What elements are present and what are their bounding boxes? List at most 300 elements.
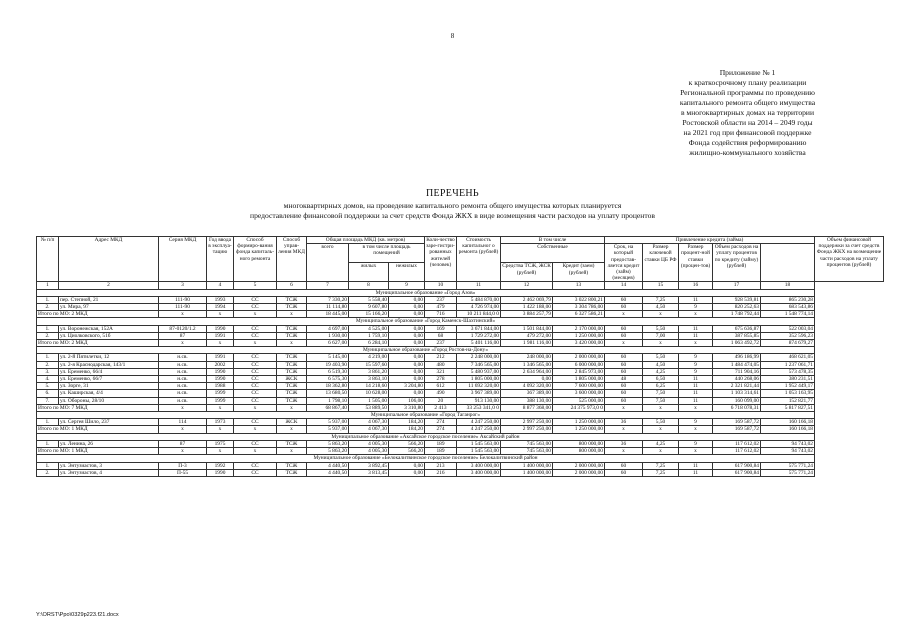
- table-cell: 566,20: [389, 440, 425, 447]
- header-own-funds: Средства ТСЖ, ЖСК (рублей): [501, 263, 553, 282]
- table-cell: 0,00: [389, 296, 425, 303]
- table-body: [37, 282, 884, 476]
- total-cell: х: [643, 448, 679, 455]
- table-row: [37, 390, 884, 397]
- table-cell: 1 053 163,95: [761, 390, 815, 397]
- table-cell: 6,50: [643, 376, 679, 383]
- total-cell: 4 005,30: [349, 448, 389, 455]
- table-cell: 0,00: [389, 332, 425, 339]
- document-subtitle: [0, 201, 905, 221]
- table-cell: 2 000 000,00: [553, 354, 605, 361]
- header-residents: Коли-чество заре-гистри-рованных жителей (человек): [425, 237, 457, 282]
- total-cell: х: [605, 404, 643, 411]
- table-cell: 3 022 800,21: [553, 296, 605, 303]
- table-cell: 68: [425, 332, 457, 339]
- total-cell: 5 937,00: [307, 426, 349, 433]
- header-area-nonliving: нежилых: [389, 263, 425, 282]
- table-cell: 4 440,50: [307, 469, 349, 476]
- table-cell: 11: [679, 390, 713, 397]
- table-cell: 0,00: [501, 376, 553, 383]
- column-number: 4: [207, 282, 234, 289]
- municipality-name: Муниципальное образование «Город Ростов-на-Дону»: [37, 347, 815, 354]
- table-cell: 60: [605, 332, 643, 339]
- table-cell: ул. Ленина, 26: [59, 440, 159, 447]
- table-cell: ТСЖ: [277, 361, 307, 368]
- total-cell: 3 310,80: [389, 404, 425, 411]
- appendix-line: Фонда содействия реформированию: [688, 138, 807, 147]
- table-cell: ЖСК: [277, 376, 307, 383]
- table-cell: 5.: [37, 383, 59, 390]
- appendix-line: в многоквартирных домах на территории: [680, 108, 815, 117]
- total-cell: 800 000,00: [553, 448, 605, 455]
- table-cell: 9: [679, 361, 713, 368]
- table-cell: 3 861,20: [349, 368, 389, 375]
- table-cell: 1990: [207, 368, 234, 375]
- total-cell: х: [159, 448, 207, 455]
- total-cell: х: [605, 426, 643, 433]
- table-cell: 352 596,23: [761, 332, 815, 339]
- table-cell: ул. Воронежская, 152А: [59, 325, 159, 332]
- table-cell: ЖСК: [277, 419, 307, 426]
- table-cell: 94 743,02: [761, 440, 815, 447]
- total-cell: 2 413: [425, 404, 457, 411]
- table-cell: 3 600 000,00: [553, 390, 605, 397]
- table-cell: 7 330,20: [307, 296, 349, 303]
- table-cell: 2 462 069,79: [501, 296, 553, 303]
- header-credit: Привлечение кредита (займа): [605, 237, 815, 244]
- table-cell: 2.: [37, 304, 59, 311]
- total-cell: 716: [425, 311, 457, 318]
- column-number: 14: [605, 282, 643, 289]
- table-cell: 4 525,00: [349, 325, 389, 332]
- column-number: 10: [425, 282, 457, 289]
- total-cell: 1 250 000,00: [553, 426, 605, 433]
- total-cell: 5 817 827,51: [761, 404, 815, 411]
- column-number: 9: [389, 282, 425, 289]
- table-cell: 1 237 061,71: [761, 361, 815, 368]
- table-cell: 2.: [37, 469, 59, 476]
- subtitle-line: предоставление финансовой поддержки за счет средств Фонда ЖКХ в виде возмещения части расходов на уплату процентов: [250, 211, 655, 220]
- table-cell: П-3: [159, 462, 207, 469]
- column-number: 16: [679, 282, 713, 289]
- table-cell: 367 389,00: [501, 390, 553, 397]
- total-row: [37, 340, 884, 347]
- column-number: 5: [234, 282, 277, 289]
- table-cell: 1 798,10: [307, 397, 349, 404]
- municipality-name: Муниципальное образование «Город Каменск-Шахтинский»: [37, 318, 815, 325]
- table-row: [37, 354, 884, 361]
- total-cell: х: [159, 340, 207, 347]
- total-cell: 10 211 844,0 0: [457, 311, 501, 318]
- header-support: Объем финансовой поддержки за счет средств Фонда ЖКХ на возмещение части расходов на уплату процентов (рублей): [815, 237, 884, 282]
- total-cell: 184,20: [389, 426, 425, 433]
- table-cell: 0,00: [389, 368, 425, 375]
- total-cell: 2 997 250,00: [501, 426, 553, 433]
- total-cell: х: [679, 448, 713, 455]
- header-address: Адрес МКД: [59, 237, 159, 282]
- table-cell: 5 937,00: [307, 419, 349, 426]
- table-cell: н.св.: [159, 361, 207, 368]
- table-cell: 2.: [37, 361, 59, 368]
- total-cell: х: [605, 311, 643, 318]
- column-number: 1: [37, 282, 59, 289]
- table-cell: 1 805 000,00: [457, 376, 501, 383]
- total-cell: х: [207, 404, 234, 411]
- column-number: 11: [457, 282, 501, 289]
- municipality-name: Муниципальное образование «Аксайское городское поселение» Аксайский район: [37, 433, 815, 440]
- table-cell: 7 600 000,00: [553, 383, 605, 390]
- section-header-row: [37, 347, 884, 354]
- table-cell: 6 519,30: [307, 368, 349, 375]
- table-cell: 0,00: [389, 361, 425, 368]
- table-cell: 87-0120/1.2: [159, 325, 207, 332]
- total-cell: х: [643, 340, 679, 347]
- table-cell: 1 805 000,00: [553, 376, 605, 383]
- total-cell: х: [643, 311, 679, 318]
- table-cell: ул. Каширская, 4/4: [59, 390, 159, 397]
- table-cell: 3.: [37, 368, 59, 375]
- table-cell: 0,00: [389, 376, 425, 383]
- table-cell: 0,00: [389, 354, 425, 361]
- table-cell: 800 000,00: [553, 440, 605, 447]
- total-cell: х: [159, 311, 207, 318]
- table-cell: 1991: [207, 332, 234, 339]
- table-cell: 2 000 000,00: [553, 469, 605, 476]
- table-cell: 5 558,40: [349, 296, 389, 303]
- total-cell: 237: [425, 340, 457, 347]
- table-cell: 11: [679, 462, 713, 469]
- table-cell: 4 092 320,00: [501, 383, 553, 390]
- total-cell: 24 375 973,0 0: [553, 404, 605, 411]
- total-cell: 4 247 250,00: [457, 426, 501, 433]
- table-cell: 479 272,00: [501, 332, 553, 339]
- table-cell: 1 729 272,00: [457, 332, 501, 339]
- table-row: [37, 462, 884, 469]
- column-number: 8: [349, 282, 389, 289]
- column-number: 6: [277, 282, 307, 289]
- table-cell: н.св.: [159, 354, 207, 361]
- total-cell: 94 743,02: [761, 448, 815, 455]
- table-cell: 10 628,00: [349, 390, 389, 397]
- header-area-incl: в том числе площадь помещений: [349, 244, 425, 263]
- table-cell: 111-90: [159, 304, 207, 311]
- table-cell: 1.: [37, 440, 59, 447]
- total-cell: 53 889,50: [349, 404, 389, 411]
- table-cell: 114: [159, 419, 207, 426]
- table-cell: 11 692 320,00: [457, 383, 501, 390]
- table-cell: 13 680,50: [307, 390, 349, 397]
- total-cell: 1 981 116,00: [501, 340, 553, 347]
- table-cell: 617 900,84: [713, 462, 761, 469]
- table-cell: н.св.: [159, 390, 207, 397]
- table-cell: 7,25: [643, 296, 679, 303]
- table-cell: 913 130,00: [457, 397, 501, 404]
- table-cell: ул. Энтузиастов, 4: [59, 469, 159, 476]
- total-cell: 6 718 078,31: [713, 404, 761, 411]
- table-cell: 1999: [207, 390, 234, 397]
- total-cell: 6 327 586,21: [553, 311, 605, 318]
- section-header-row: [37, 455, 884, 462]
- table-cell: 60: [605, 462, 643, 469]
- appendix-line: капитального ремонта общего имущества: [679, 98, 816, 107]
- table-cell: 479: [425, 304, 457, 311]
- total-cell: х: [277, 426, 307, 433]
- total-cell: 8 877 368,00: [501, 404, 553, 411]
- table-cell: 4,25: [643, 368, 679, 375]
- header-fund-method: Способ формиро-вания фонда капиталь-ного ремонта: [234, 237, 277, 282]
- total-cell: х: [679, 404, 713, 411]
- table-cell: 6,25: [643, 383, 679, 390]
- section-header-row: [37, 318, 884, 325]
- total-cell: 1 748 792,44: [713, 311, 761, 318]
- table-cell: 575 771,24: [761, 462, 815, 469]
- table-cell: 60: [605, 368, 643, 375]
- table-cell: 321: [425, 368, 457, 375]
- table-cell: СС: [234, 361, 277, 368]
- total-row: [37, 426, 884, 433]
- table-cell: 18 362,80: [307, 383, 349, 390]
- table-cell: 4 067,30: [349, 419, 389, 426]
- total-cell: 3 884 257,79: [501, 311, 553, 318]
- table-cell: 4,25: [643, 440, 679, 447]
- table-cell: 865 230,28: [761, 296, 815, 303]
- table-cell: 169 587,72: [713, 419, 761, 426]
- table-cell: 928 539,81: [713, 296, 761, 303]
- table-cell: 11: [679, 383, 713, 390]
- table-cell: 7,50: [643, 390, 679, 397]
- table-cell: 4.: [37, 376, 59, 383]
- table-cell: 2 248 000,00: [457, 354, 501, 361]
- column-number: 18: [761, 282, 815, 289]
- table-cell: ул. 2-я Краснодарская, 143/1: [59, 361, 159, 368]
- total-cell: х: [234, 340, 277, 347]
- table-cell: 0,00: [389, 462, 425, 469]
- table-row: [37, 296, 884, 303]
- header-year: Год ввода в эксплуа-тацию: [207, 237, 234, 282]
- table-cell: 1990: [207, 376, 234, 383]
- table-cell: 7,25: [643, 469, 679, 476]
- total-cell: 18 445,00: [307, 311, 349, 318]
- table-row: [37, 361, 884, 368]
- total-cell: 68 867,40: [307, 404, 349, 411]
- total-cell: х: [207, 311, 234, 318]
- table-cell: 36: [605, 440, 643, 447]
- total-cell: 6 284,10: [349, 340, 389, 347]
- total-label: Итого по МО: 7 МКД: [37, 404, 159, 411]
- column-numbers-row: [37, 282, 884, 289]
- total-cell: х: [277, 340, 307, 347]
- total-cell: 189: [425, 448, 457, 455]
- total-cell: 4 067,30: [349, 426, 389, 433]
- table-cell: 9: [679, 440, 713, 447]
- table-cell: СС: [234, 368, 277, 375]
- header-term: Срок, на который предостав-ляется кредит (займ) (месяцев): [605, 244, 643, 282]
- table-cell: 60: [605, 304, 643, 311]
- table-cell: 60: [605, 383, 643, 390]
- table-cell: 169: [425, 325, 457, 332]
- table-cell: СС: [234, 383, 277, 390]
- table-cell: н.св.: [159, 397, 207, 404]
- column-number: 13: [553, 282, 605, 289]
- table-cell: 1991: [207, 354, 234, 361]
- table-cell: 87: [159, 440, 207, 447]
- table-cell: ТСЖ: [277, 383, 307, 390]
- table-cell: ул. 2-й Пятилетки, 12: [59, 354, 159, 361]
- table-cell: ТСЖ: [277, 304, 307, 311]
- total-cell: 745 563,00: [501, 448, 553, 455]
- header-incl: В том числе: [501, 237, 605, 244]
- table-cell: ул. Энтузиастов, 3: [59, 462, 159, 469]
- table-cell: СС: [234, 376, 277, 383]
- table-cell: 4 697,00: [307, 325, 349, 332]
- table-cell: ТСЖ: [277, 325, 307, 332]
- table-cell: н.св.: [159, 368, 207, 375]
- table-cell: 2 997 250,00: [501, 419, 553, 426]
- total-cell: 566,20: [389, 448, 425, 455]
- appendix-line: Ростовской области на 2014 – 2049 годы: [682, 118, 813, 127]
- table-cell: 0,00: [389, 304, 425, 311]
- header-area-living: жилых: [349, 263, 389, 282]
- table-cell: СС: [234, 419, 277, 426]
- total-cell: 1 545 563,00: [457, 448, 501, 455]
- header-key-rate: Размер ключевой ставки ЦБ РФ: [643, 244, 679, 282]
- table-cell: ТСЖ: [277, 332, 307, 339]
- table-cell: СС: [234, 462, 277, 469]
- table-cell: 3 892,45: [349, 462, 389, 469]
- total-row: [37, 311, 884, 318]
- table-cell: 117 612,02: [713, 440, 761, 447]
- table-cell: СС: [234, 390, 277, 397]
- section-header-row: [37, 433, 884, 440]
- column-number: 7: [307, 282, 349, 289]
- appendix-line: к краткосрочному плану реализации: [688, 78, 807, 87]
- header-rate: Размер процент-ной ставки (процен-тов): [679, 244, 713, 282]
- total-cell: х: [159, 426, 207, 433]
- subtitle-line: многоквартирных домов, на проведение капитального ремонта общего имущества которых планируется: [283, 201, 622, 210]
- table-cell: ул. Обороны, 28/10: [59, 397, 159, 404]
- table-cell: 6 575,30: [307, 376, 349, 383]
- header-credit-amount: Кредит (заем) (рублей): [553, 263, 605, 282]
- table-cell: 4 726 974,00: [457, 304, 501, 311]
- table-row: [37, 397, 884, 404]
- table-cell: 2.: [37, 332, 59, 339]
- table-cell: 60: [605, 354, 643, 361]
- table-cell: СС: [234, 325, 277, 332]
- table-cell: 0,00: [389, 325, 425, 332]
- table-cell: 1975: [207, 440, 234, 447]
- table-cell: 1.: [37, 296, 59, 303]
- total-cell: 5 401 116,00: [457, 340, 501, 347]
- table-cell: ТСЖ: [277, 368, 307, 375]
- table-cell: ул. Мира, 97: [59, 304, 159, 311]
- total-label: Итого по МО: 2 МКД: [37, 340, 159, 347]
- total-cell: 274: [425, 426, 457, 433]
- table-cell: 480: [425, 361, 457, 368]
- total-cell: х: [643, 404, 679, 411]
- table-cell: 189: [425, 440, 457, 447]
- table-cell: 7 346 565,00: [457, 361, 501, 368]
- section-header-row: [37, 289, 884, 296]
- table-cell: 213: [425, 462, 457, 469]
- table-cell: ТСЖ: [277, 397, 307, 404]
- table-cell: СС: [234, 440, 277, 447]
- file-path-footer: Y:\ORST\Ppo\0329p223.f21.docx: [36, 612, 119, 618]
- municipality-name: Муниципальное образование «Белокалитвинское городское поселение» Белокалитвинский район: [37, 455, 815, 462]
- table-cell: 380 231,51: [761, 376, 815, 383]
- header-mgmt: Способ управ-ления МКД: [277, 237, 307, 282]
- table-cell: 11: [679, 397, 713, 404]
- column-number: 2: [59, 282, 159, 289]
- table-cell: 9: [679, 304, 713, 311]
- table-cell: 612: [425, 383, 457, 390]
- table-cell: 745 563,00: [501, 440, 553, 447]
- table-row: [37, 376, 884, 383]
- table-cell: 152 821,77: [761, 397, 815, 404]
- table-cell: 11: [679, 469, 713, 476]
- table-cell: 9 607,80: [349, 304, 389, 311]
- municipality-name: Муниципальное образование «Город Азов»: [37, 289, 815, 296]
- table-cell: н.св.: [159, 383, 207, 390]
- table-cell: 11: [679, 376, 713, 383]
- table-cell: 3 204,80: [389, 383, 425, 390]
- table-cell: 1 346 565,00: [501, 361, 553, 368]
- table-row: [37, 469, 884, 476]
- total-cell: х: [234, 426, 277, 433]
- table-cell: 278: [425, 376, 457, 383]
- table-cell: 1.: [37, 354, 59, 361]
- table-cell: 160 166,18: [761, 419, 815, 426]
- total-cell: х: [207, 448, 234, 455]
- table-cell: 5,50: [643, 325, 679, 332]
- total-label: Итого по МО: 1 МКД: [37, 426, 159, 433]
- table-cell: 2 000 000,00: [553, 462, 605, 469]
- header-series: Серия МКД: [159, 237, 207, 282]
- table-cell: 1 250 000,00: [553, 419, 605, 426]
- table-cell: ТСЖ: [277, 390, 307, 397]
- total-cell: 5 863,20: [307, 448, 349, 455]
- table-cell: 5 863,20: [307, 440, 349, 447]
- table-cell: 237: [425, 296, 457, 303]
- table-cell: 820 252,63: [713, 304, 761, 311]
- table-cell: 2 634 964,00: [501, 368, 553, 375]
- table-cell: 5,50: [643, 419, 679, 426]
- table-cell: 4 247 250,00: [457, 419, 501, 426]
- table-cell: 60: [605, 361, 643, 368]
- total-cell: х: [234, 311, 277, 318]
- table-cell: 711 904,16: [713, 368, 761, 375]
- table-cell: П-55: [159, 469, 207, 476]
- table-cell: 1973: [207, 419, 234, 426]
- table-cell: 11: [679, 332, 713, 339]
- total-cell: х: [277, 404, 307, 411]
- total-row: [37, 448, 884, 455]
- table-cell: н.св.: [159, 376, 207, 383]
- table-cell: ТСЖ: [277, 354, 307, 361]
- appendix-line: Приложение № 1: [719, 68, 776, 77]
- table-cell: 4 005,30: [349, 440, 389, 447]
- table-cell: 525 000,00: [553, 397, 605, 404]
- total-cell: 33 253 341,0 0: [457, 404, 501, 411]
- table-cell: 2 170 000,00: [553, 325, 605, 332]
- table-cell: 1 545 563,00: [457, 440, 501, 447]
- table-cell: 522 003,04: [761, 325, 815, 332]
- table-cell: 11: [679, 325, 713, 332]
- column-number: 17: [713, 282, 761, 289]
- total-cell: х: [207, 340, 234, 347]
- table-cell: 1 952 449,17: [761, 383, 815, 390]
- table-cell: 60: [605, 390, 643, 397]
- document-title: ПЕРЕЧЕНЬ: [426, 188, 479, 199]
